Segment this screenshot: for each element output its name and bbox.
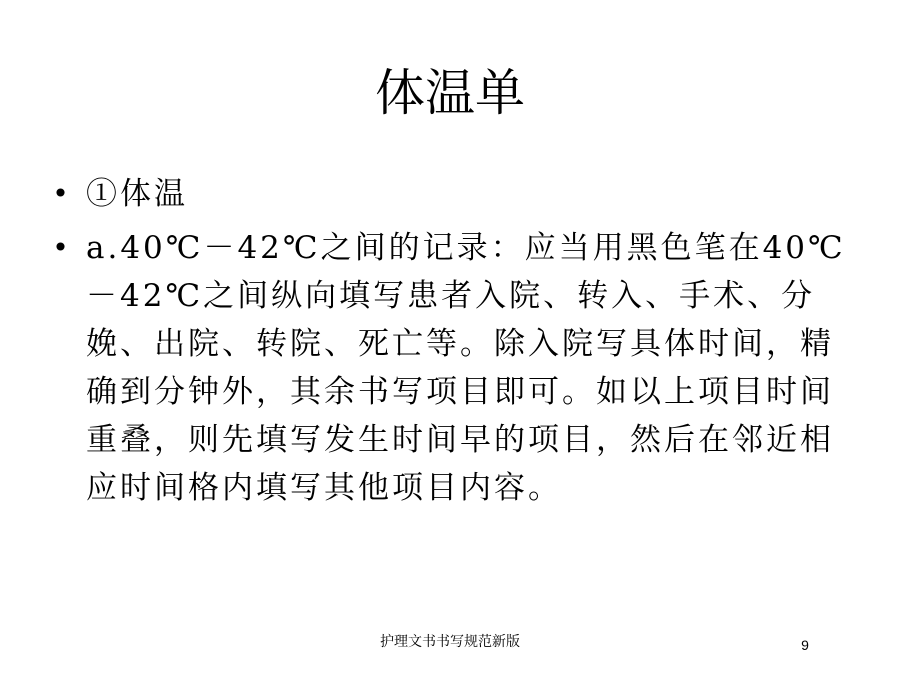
bullet-text: ①体温 (86, 176, 188, 212)
footer-text: 护理文书书写规范新版 (380, 634, 520, 650)
bullet-dot-icon: • (52, 231, 72, 264)
bullet-item (50, 170, 850, 218)
bullet-dot-icon: • (52, 177, 72, 210)
bullet-text: a.40℃－42℃之间的记录：应当用黑色笔在40℃－42℃之间纵向填写患者入院、转入、手术、分娩、出院、转院、死亡等。除入院写具体时间，精确到分钟外，其余书写项目即可。如以上项目时间重叠，则先填写发生时间早的项目，然后在邻近相应时间格内填写其他项目内容。 (86, 230, 846, 506)
slide-title: 体温单 (375, 64, 525, 122)
bullet-item (50, 224, 850, 512)
page-number: 9 (801, 637, 809, 653)
bullet-list (50, 170, 850, 518)
